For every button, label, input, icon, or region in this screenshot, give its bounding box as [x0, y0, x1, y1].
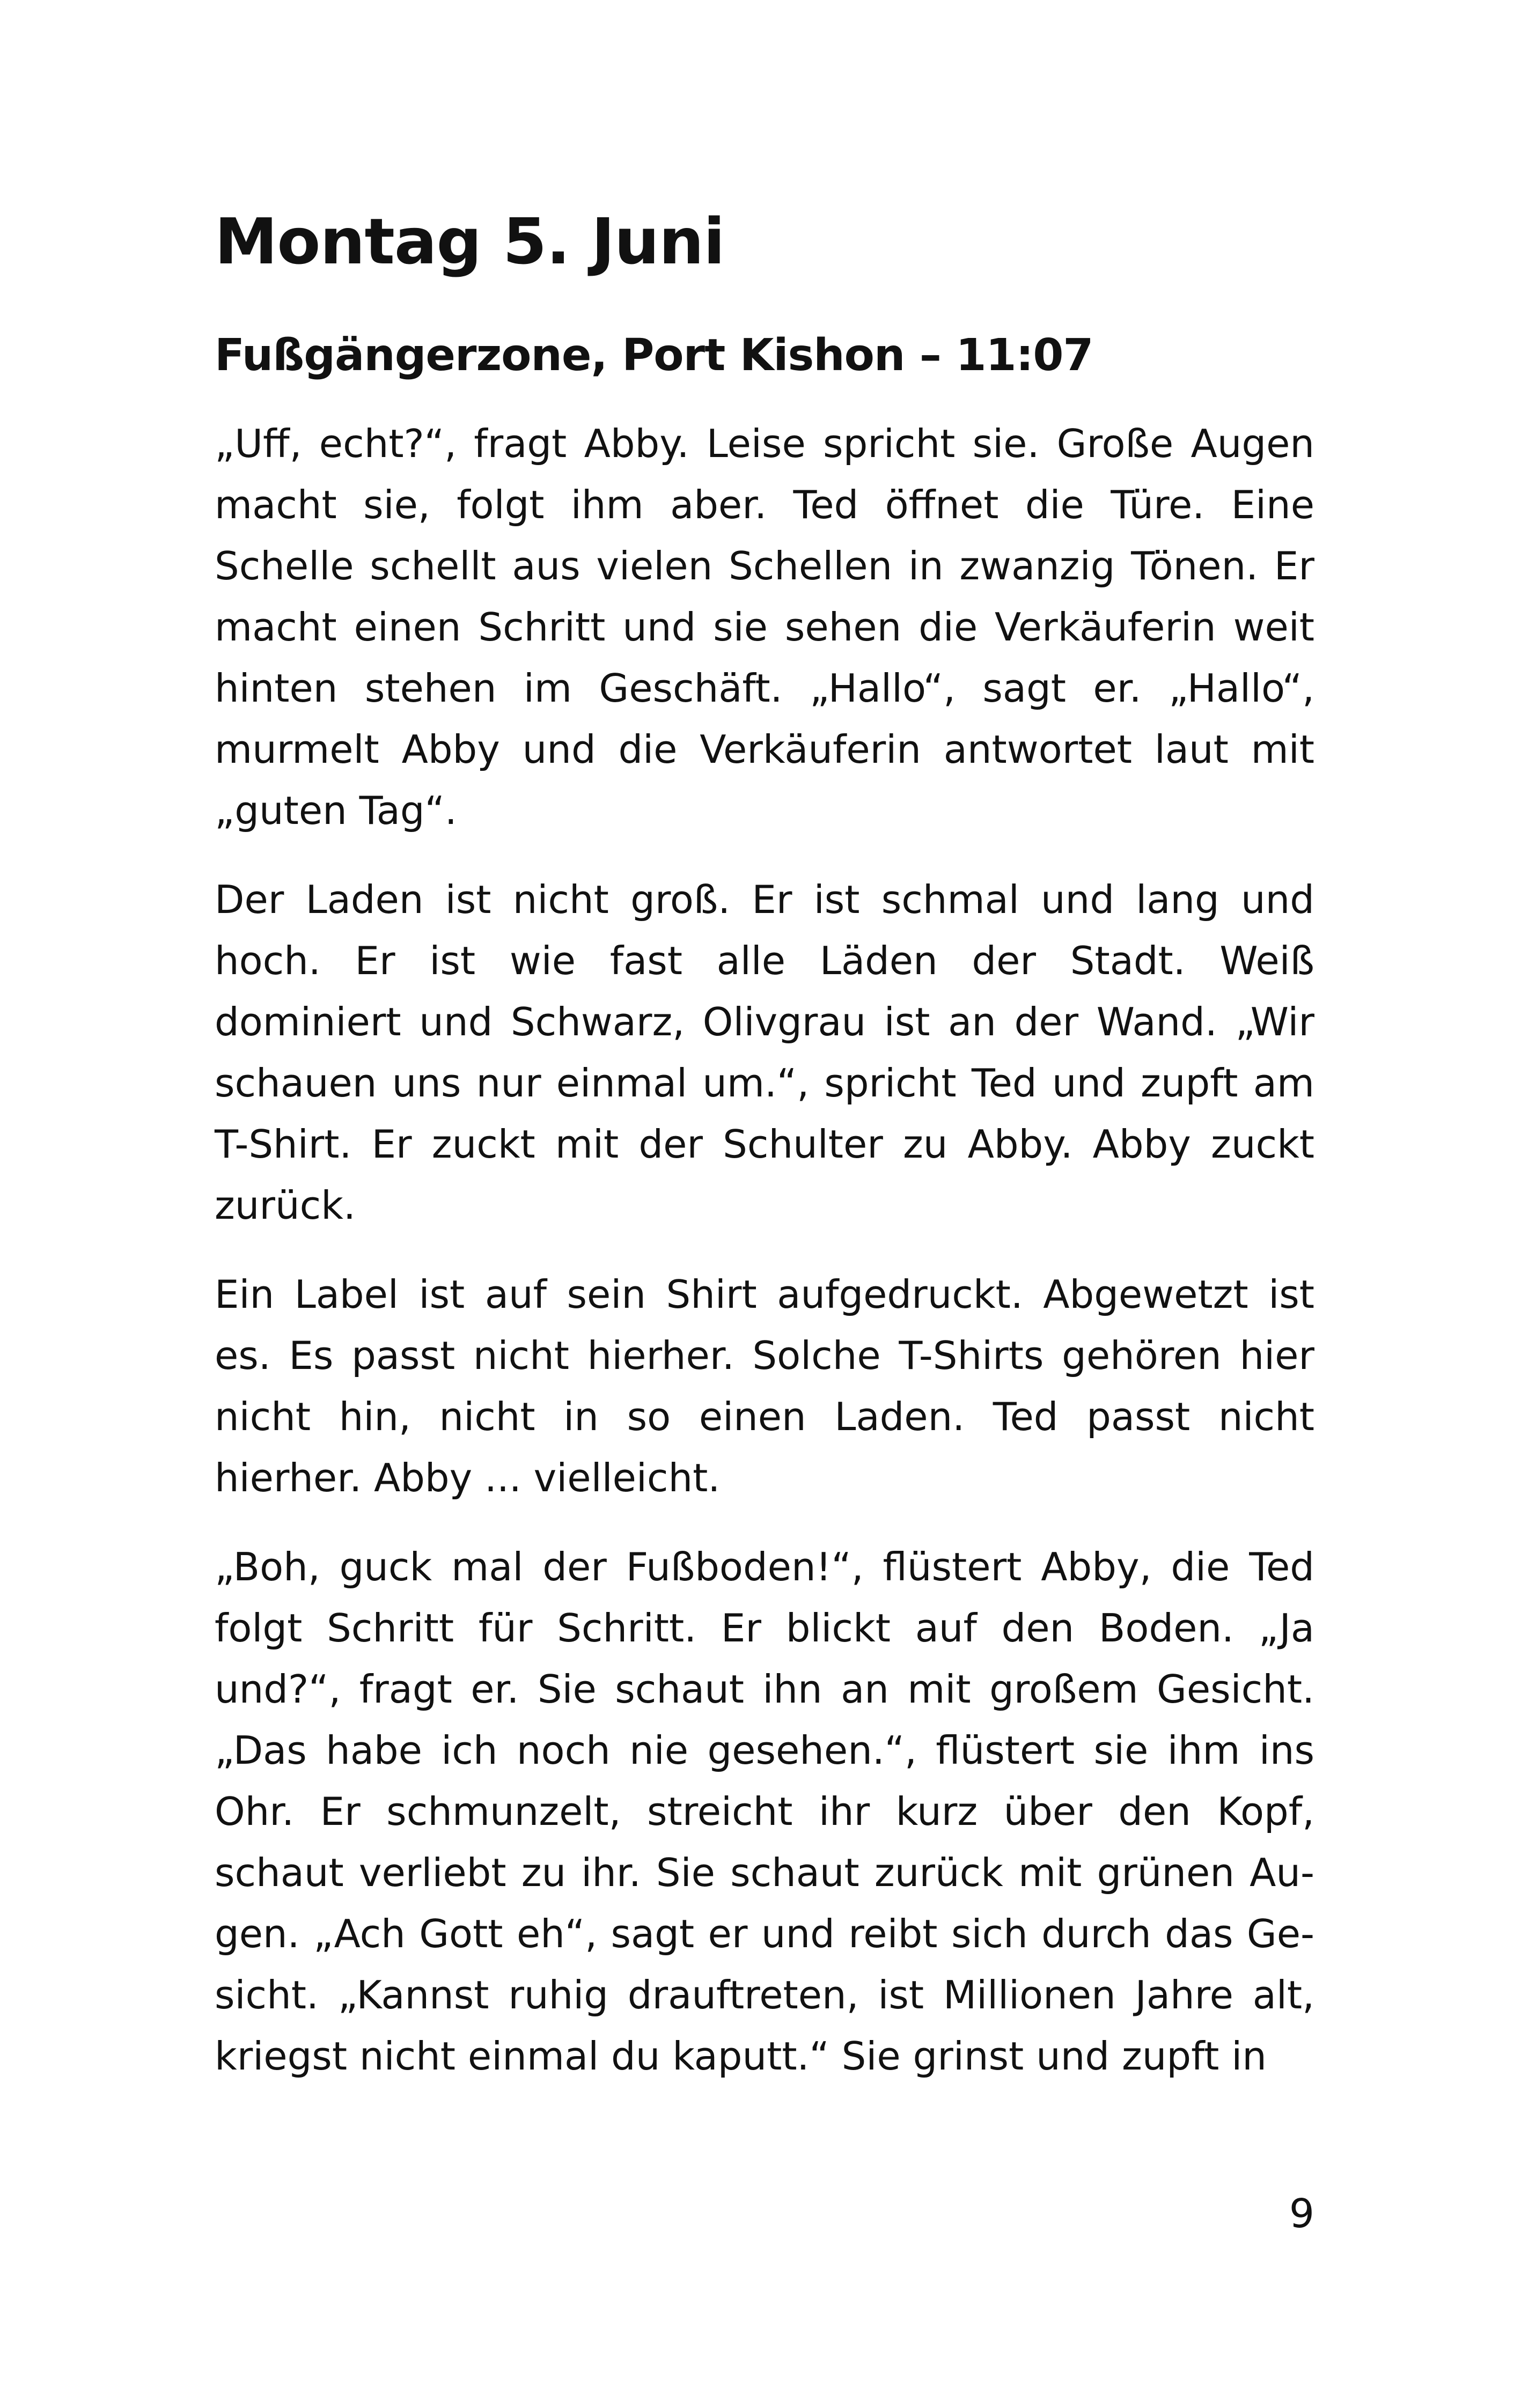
page-number: 9	[1289, 2191, 1314, 2237]
paragraph-1: „Uff, echt?“, fragt Abby. Leise spricht sie. Große Augen macht sie, folgt ihm aber. Ted öffnet die Türe. Eine Schelle schellt aus vielen Schellen in zwanzig Tönen. Er macht einen Schritt und sie sehen die Verkäuferin weit hinten stehen im Geschäft. „Hallo“, sagt er. „Hallo“, murmelt Abby und die Verkäuferin antwortet laut mit „guten Tag“.	[215, 421, 1314, 833]
paragraph-3: Ein Label ist auf sein Shirt aufgedruckt. Abgewetzt ist es. Es passt nicht hierher. Solche T-Shirts gehören hier nicht hin, nicht in so einen Laden. Ted passt nicht hierher. Abby ... vielleicht.	[215, 1271, 1314, 1500]
chapter-title: Montag 5. Juni	[215, 204, 725, 278]
paragraph-4: „Boh, guck mal der Fußboden!“, flüstert Abby, die Ted folgt Schritt für Schritt. Er blickt auf den Boden. „Ja und?“, fragt er. Sie schaut ihn an mit großem Gesicht. „Das habe ich noch nie gesehen.“, flüstert sie ihm ins Ohr. Er schmunzelt, streicht ihr kurz über den Kopf, schaut verliebt zu ihr. Sie schaut zurück mit grünen Augen. „Ach Gott eh“, sagt er und reibt sich durch das Gesicht. „Kannst ruhig drauftreten, ist Millionen Jahre alt, kriegst nicht einmal du kaputt.“ Sie grinst und zupft in	[215, 1544, 1314, 2079]
text-block	[215, 204, 1314, 2087]
paragraph-2: Der Laden ist nicht groß. Er ist schmal und lang und hoch. Er ist wie fast alle Läden der Stadt. Weiß dominiert und Schwarz, Olivgrau ist an der Wand. „Wir schauen uns nur einmal um.“, spricht Ted und zupft am T-Shirt. Er zuckt mit der Schulter zu Abby. Abby zuckt zurück.	[215, 877, 1314, 1228]
section-title: Fußgängerzone, Port Kishon – 11:07	[215, 329, 1093, 381]
